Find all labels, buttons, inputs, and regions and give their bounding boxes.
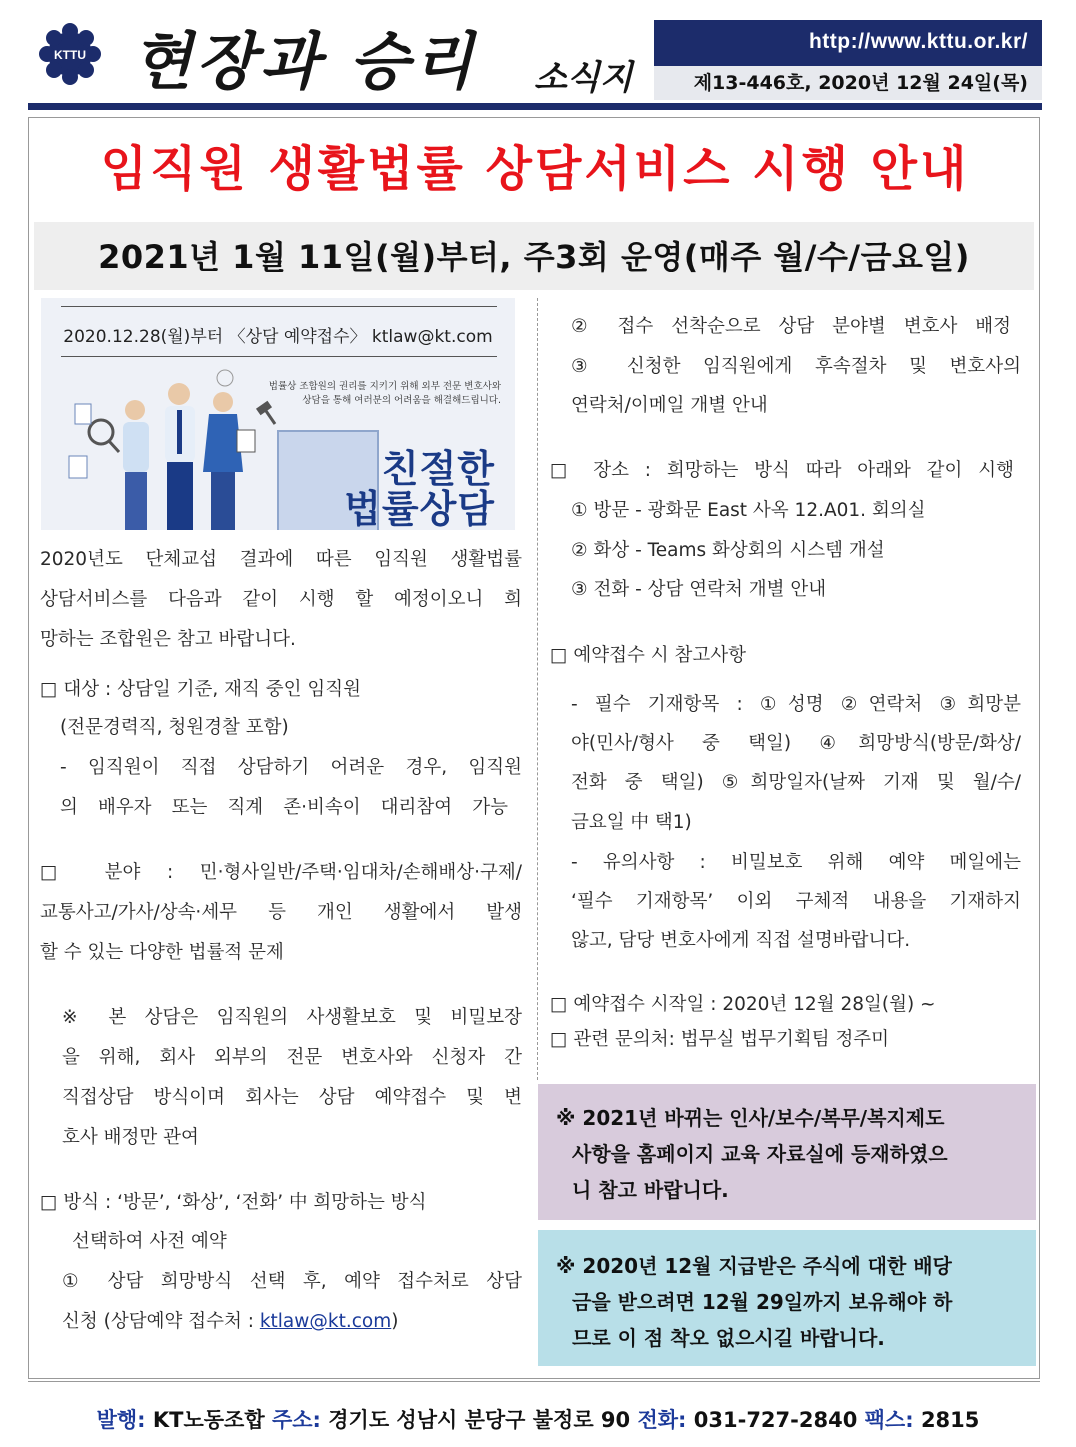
reserve-line: - 필수 기재항목 : ①성명 ②연락처 ③희망분 [571,694,1021,715]
reserve-line: - 유의사항 : 비밀보호 위해 예약 메일에는 [571,852,1021,873]
reserve-start-date: □ 예약접수 시작일 : 2020년 12월 28일(월) ~ [550,994,936,1015]
reservation-email-link[interactable]: ktlaw@kt.com [259,1311,392,1332]
footer-rule [28,1381,1040,1382]
logo-text: KTTU [54,48,86,62]
masthead [28,12,1042,108]
phone-label: 전화: [637,1408,687,1432]
publisher-value: KT노동조합 [152,1408,265,1432]
legal-consult-banner [41,298,515,530]
column-divider [537,298,538,1080]
method-line: 선택하여 사전 예약 [72,1231,227,1252]
banner-desc-line: 법률상 조합원의 권리를 지키기 위해 외부 전문 변호사와 [268,381,501,392]
footer [0,1404,1076,1434]
website-url[interactable]: http://www.kttu.or.kr/ [808,30,1028,53]
subheadline: 2021년 1월 11일(월)부터, 주3회 운영(매주 월/수/금요일) [98,238,970,276]
field-line: 교통사고/가사/상속·세무 등 개인 생활에서 발생 [40,902,522,923]
notice-line: ※ 2021년 바뀌는 인사/보수/복무/복지제도 [556,1106,945,1130]
phone-value: 031-727-2840 [693,1408,858,1432]
banner-date-line: 2020.12.28(월)부터 〈상담 예약접수〉 ktlaw@kt.com [63,327,493,347]
notice-box-dividend [538,1230,1036,1366]
banner-desc-line: 상담을 통해 여러분의 어려움을 해결해드립니다. [302,395,501,406]
field-line: □ 분야 : 민·형사일반/주택·임대차/손해배상·구제/ [40,862,522,883]
issue-box [654,20,1042,100]
place-line: ② 화상 - Teams 화상회의 시스템 개설 [571,540,885,561]
newsletter-brand: 현장과 승리 [132,25,478,98]
place-line: □ 장소 : 희망하는 방식 따라 아래와 같이 시행 [550,460,1014,481]
note-line: 을 위해, 회사 외부의 전문 변호사와 신청자 간 [62,1047,522,1068]
note-line: 직접상담 방식이며 회사는 상담 예약접수 및 변 [62,1087,522,1108]
reserve-line: □ 예약접수 시 참고사항 [550,645,746,666]
reserve-line: 않고, 담당 변호사에게 직접 설명바랍니다. [571,930,911,951]
issue-number-date: 제13-446호, 2020년 12월 24일(목) [654,66,1042,100]
step-line: ③ 신청한 임직원에게 후속절차 및 변호사의 [571,356,1021,377]
intro-line: 망하는 조합원은 참고 바랍니다. [40,629,296,650]
note-line: 호사 배정만 관여 [62,1127,199,1148]
note-line: ※ 본 상담은 임직원의 사생활보호 및 비밀보장 [62,1007,522,1028]
target-line: (전문경력직, 청원경찰 포함) [60,717,289,738]
intro-line: 상담서비스를 다음과 같이 시행 할 예정이오니 희 [40,589,522,610]
publisher-label: 발행: [96,1408,146,1432]
fax-label: 팩스: [864,1408,914,1432]
method-line [62,1302,398,1341]
reserve-line: 전화 중 택일) ⑤희망일자(날짜 기재 및 월/수/ [571,772,1021,793]
step-line: ② 접수 선착순으로 상담 분야별 변호사 배정 [571,316,1011,337]
field-line: 할 수 있는 다양한 법률적 문제 [40,942,284,963]
banner-title-line1: 친절한 [381,447,495,491]
method-line: ① 상담 희망방식 선택 후, 예약 접수처로 상담 [62,1271,522,1292]
notice-line: ※ 2020년 12월 지급받은 주식에 대한 배당 [556,1254,952,1278]
notice-line: 므로 이 점 착오 없으시길 바랍니다. [572,1326,885,1350]
address-label: 주소: [271,1408,321,1432]
address-value: 경기도 성남시 분당구 불정로 90 [328,1408,631,1432]
kttu-logo-icon [38,22,102,86]
notice-box-hr-changes [538,1084,1036,1220]
contact-line: □ 관련 문의처: 법무실 법무기획팀 정주미 [550,1029,890,1050]
notice-line: 금을 받으려면 12월 29일까지 보유해야 하 [572,1290,953,1314]
target-line: □ 대상 : 상담일 기준, 재직 중인 임직원 [40,679,361,700]
method-text: 신청 (상담예약 접수처 : [62,1311,260,1332]
notice-line: 사항을 홈페이지 교육 자료실에 등재하였으 [572,1142,948,1166]
place-line: ① 방문 - 광화문 East 사옥 12.A01. 회의실 [571,500,926,521]
banner-mid-rule [61,356,497,357]
step-line: 연락처/이메일 개별 안내 [571,395,768,416]
banner-title-line2: 법률상담 [344,487,495,530]
fax-value: 2815 [920,1408,980,1432]
newsletter-subtitle: 소식지 [534,58,633,98]
reserve-line: 야(민사/형사 중 택일) ④희망방식(방문/화상/ [571,733,1021,754]
target-line: - 임직원이 직접 상담하기 어려운 경우, 임직원 [60,757,522,778]
method-close-paren: ) [391,1311,399,1332]
method-line: □ 방식 : ‘방문’, ‘화상’, ‘전화’ 中 희망하는 방식 [40,1192,427,1213]
target-line: 의 배우자 또는 직계 존·비속이 대리참여 가능 [60,797,508,818]
reserve-line: ‘필수 기재항목’ 이외 구체적 내용을 기재하지 [571,891,1021,912]
banner-description [229,380,501,408]
masthead-rule [28,103,1042,110]
place-line: ③ 전화 - 상담 연락처 개별 안내 [571,579,827,600]
banner-top-rule [61,306,497,307]
notice-line: 니 참고 바랍니다. [572,1178,729,1202]
reserve-line: 금요일 中 택1) [571,812,692,833]
headline: 임직원 생활법률 상담서비스 시행 안내 [100,141,970,197]
intro-line: 2020년도 단체교섭 결과에 따른 임직원 생활법률 [40,549,522,570]
